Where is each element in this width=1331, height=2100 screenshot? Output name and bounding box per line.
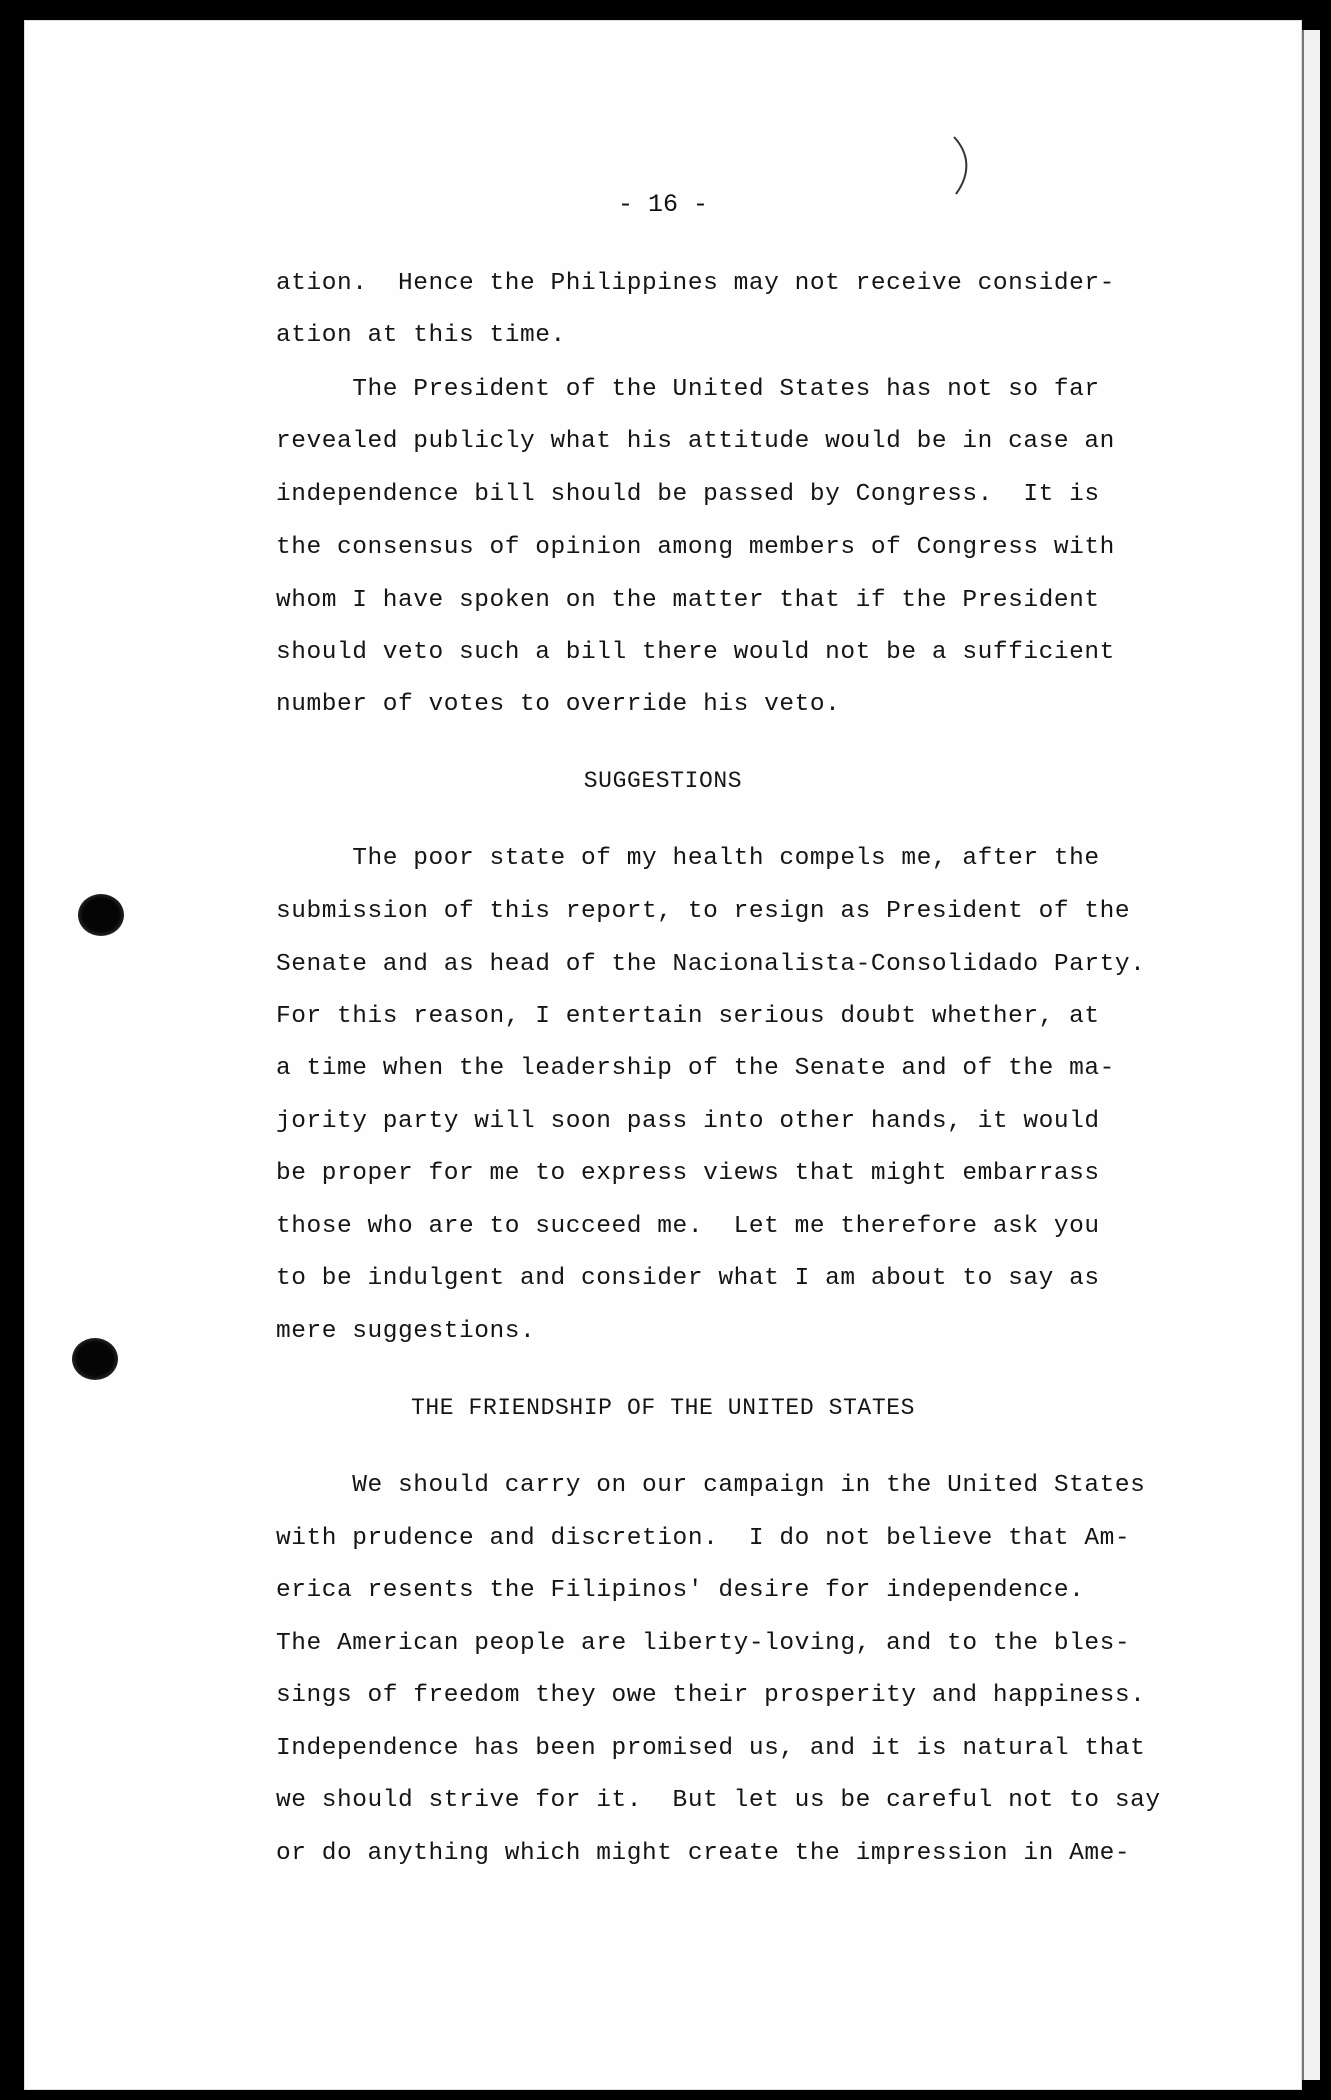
text-line: the consensus of opinion among members of Congress with — [276, 534, 1115, 561]
text-line: Independence has been promised us, and it is natural that — [276, 1735, 1146, 1762]
punch-hole — [78, 894, 124, 936]
text-line: The American people are liberty-loving, and to the bles- — [276, 1630, 1131, 1657]
text-line: whom I have spoken on the matter that if the President — [276, 587, 1100, 614]
text-line: revealed publicly what his attitude would be in case an — [276, 428, 1115, 455]
text-line: a time when the leadership of the Senate and of the ma- — [276, 1055, 1115, 1082]
text-line: ation. Hence the Philippines may not receive consider- — [276, 270, 1115, 297]
text-line: erica resents the Filipinos' desire for independence. — [276, 1577, 1085, 1604]
section-heading-suggestions: SUGGESTIONS — [583, 768, 743, 794]
text-line: with prudence and discretion. I do not believe that Am- — [276, 1525, 1131, 1552]
page-edge — [1302, 30, 1320, 2080]
text-line: independence bill should be passed by Congress. It is — [276, 481, 1100, 508]
text-line: or do anything which might create the impression in Ame- — [276, 1840, 1131, 1867]
text-line: Senate and as head of the Nacionalista-Consolidado Party. — [276, 951, 1146, 978]
punch-hole — [72, 1338, 118, 1380]
text-line: ation at this time. — [276, 322, 566, 349]
text-line: The poor state of my health compels me, after the — [276, 845, 1100, 872]
text-line: we should strive for it. But let us be careful not to say — [276, 1787, 1161, 1814]
text-line: should veto such a bill there would not be a sufficient — [276, 639, 1115, 666]
text-line: jority party will soon pass into other hands, it would — [276, 1108, 1100, 1135]
text-line: The President of the United States has not so far — [276, 376, 1100, 403]
section-heading-friendship: THE FRIENDSHIP OF THE UNITED STATES — [410, 1395, 916, 1421]
text-line: For this reason, I entertain serious doubt whether, at — [276, 1003, 1100, 1030]
text-line: sings of freedom they owe their prosperity and happiness. — [276, 1682, 1146, 1709]
text-line: mere suggestions. — [276, 1318, 536, 1345]
text-line: submission of this report, to resign as President of the — [276, 898, 1131, 925]
text-line: to be indulgent and consider what I am about to say as — [276, 1265, 1100, 1292]
text-line: We should carry on our campaign in the United States — [276, 1472, 1146, 1499]
text-line: be proper for me to express views that might embarrass — [276, 1160, 1100, 1187]
text-line: those who are to succeed me. Let me therefore ask you — [276, 1213, 1100, 1240]
page-number: - 16 - — [617, 190, 708, 219]
text-line: number of votes to override his veto. — [276, 691, 841, 718]
document-page — [24, 20, 1302, 2090]
